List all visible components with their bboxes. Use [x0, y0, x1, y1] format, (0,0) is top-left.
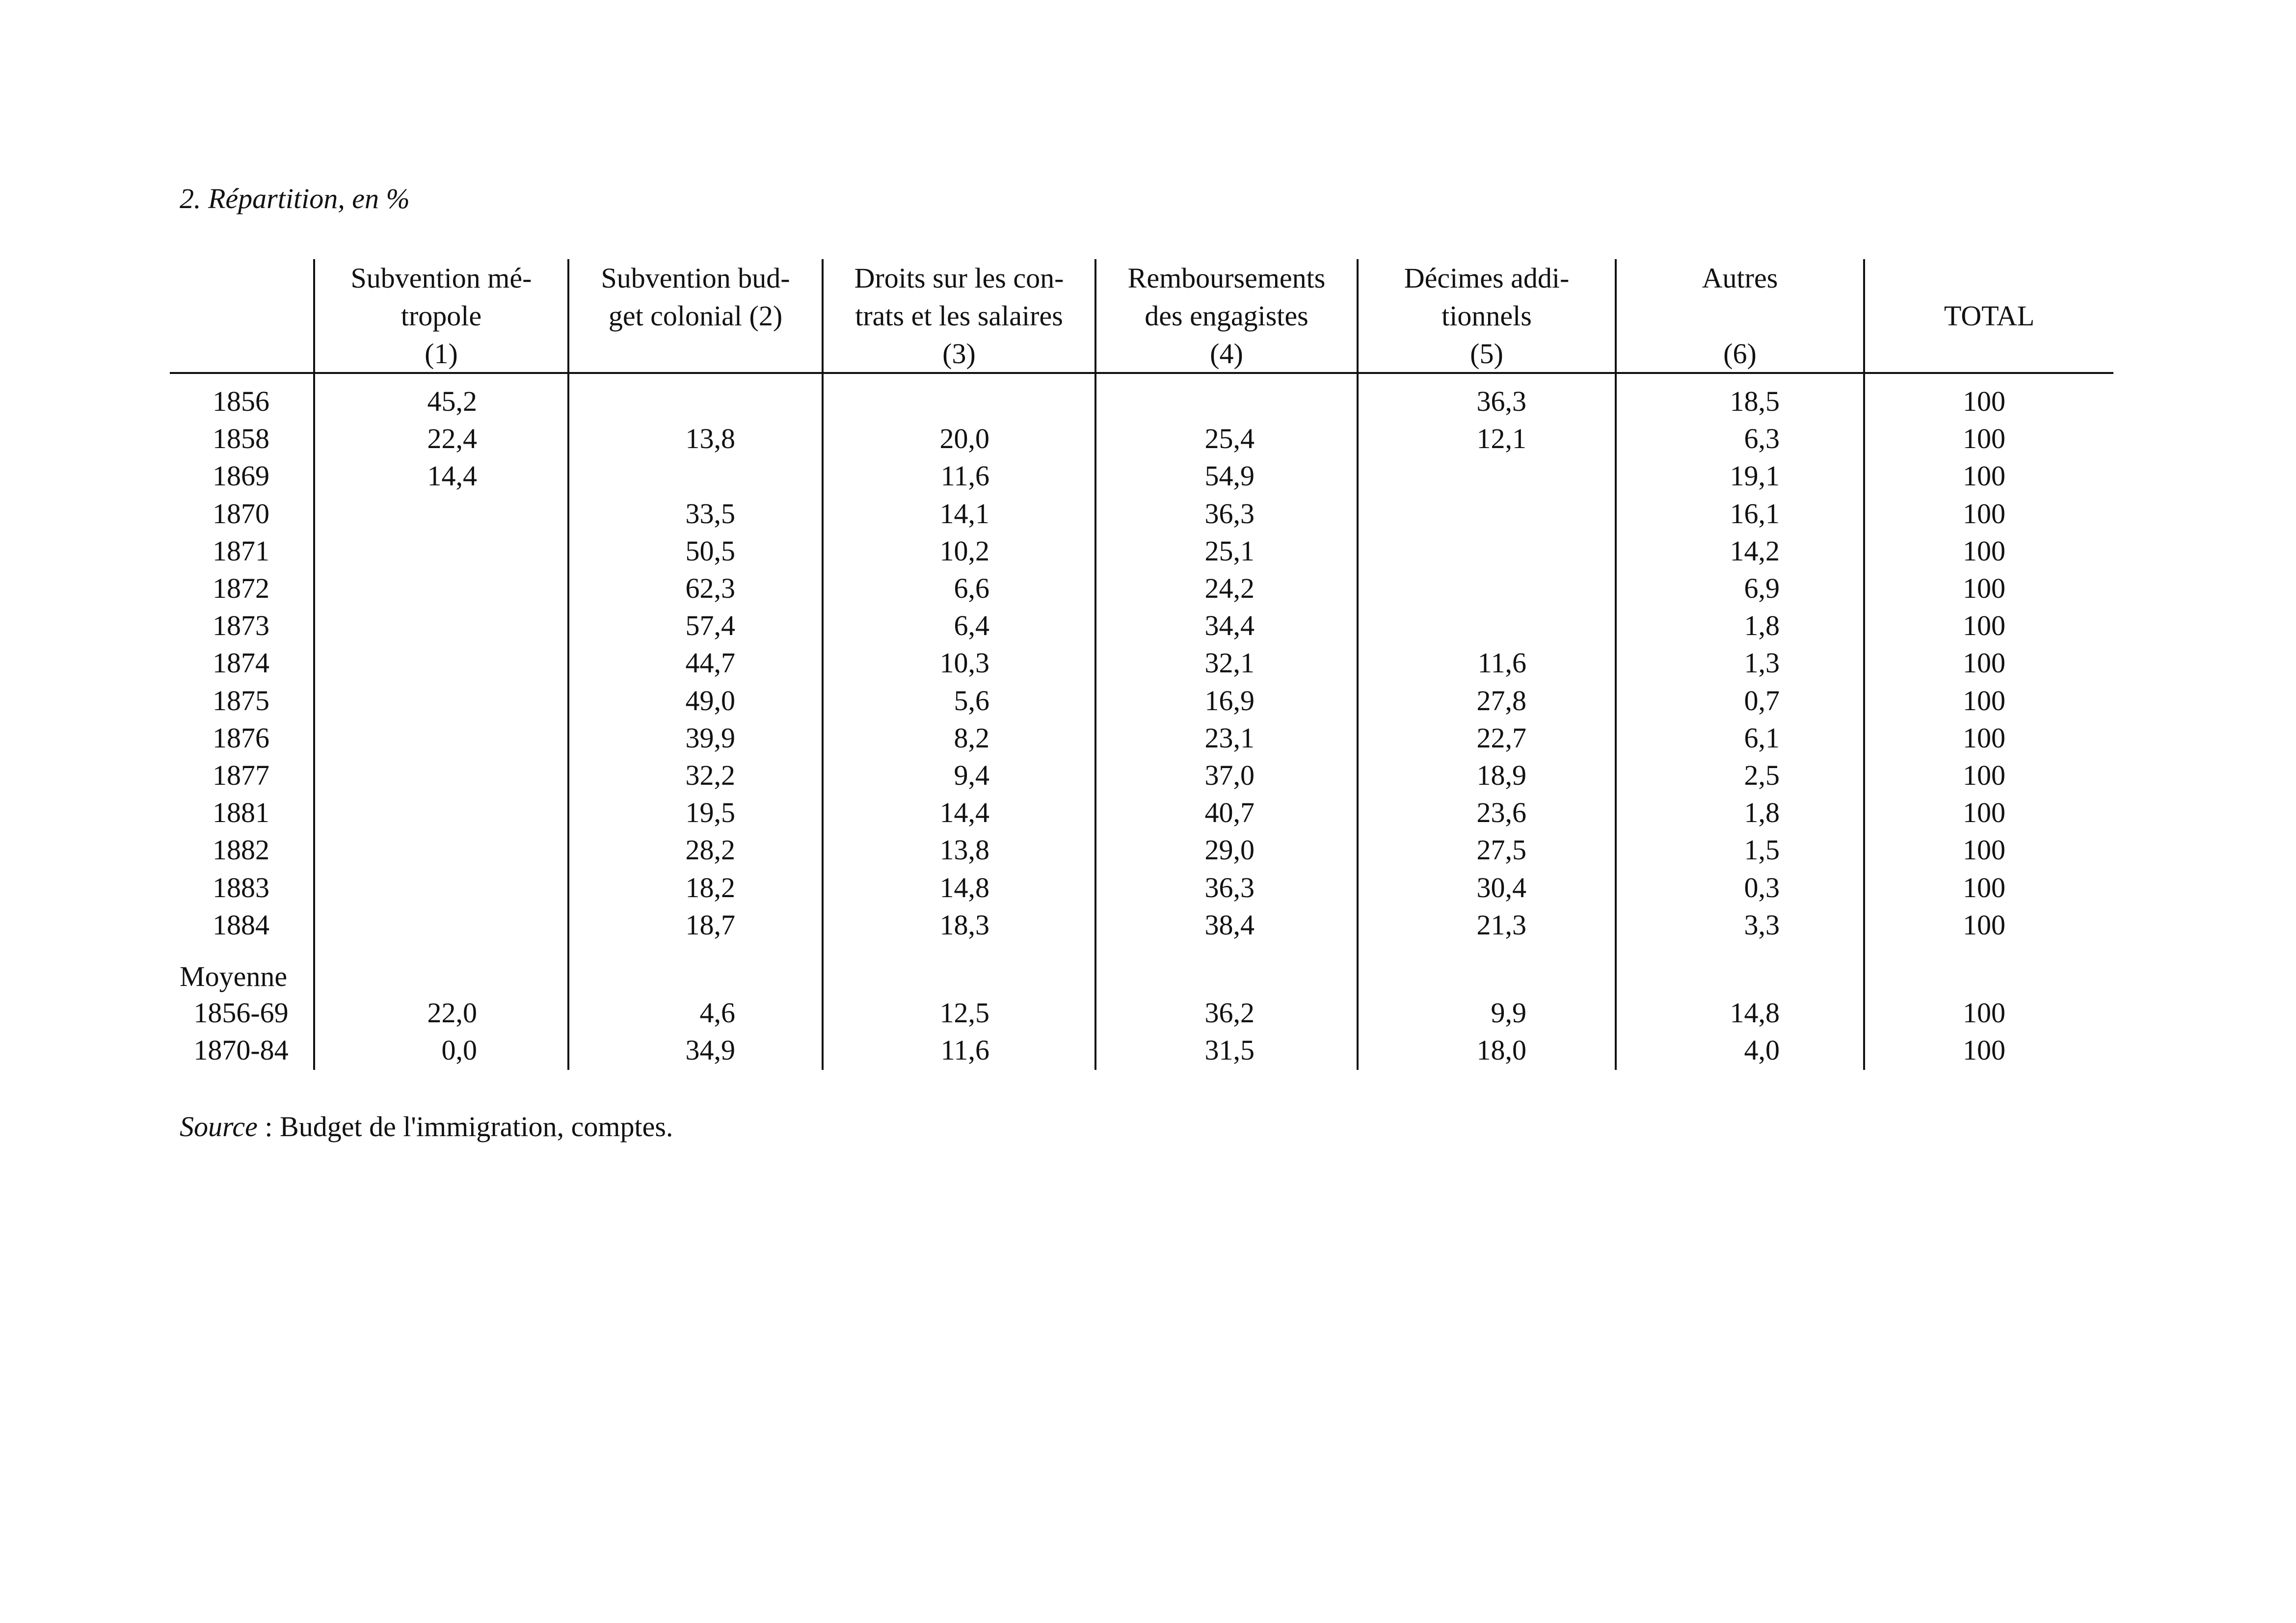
- header-total: TOTAL: [1944, 300, 2035, 332]
- cell-c7: 100: [1963, 684, 2005, 717]
- cell-c1: 0,0: [441, 1034, 477, 1066]
- table-row: [0, 906, 2296, 944]
- cell-c7: 100: [1963, 497, 2005, 530]
- cell-c6: 0,7: [1744, 684, 1780, 717]
- cell-c6: 4,0: [1744, 1034, 1780, 1066]
- cell-c6: 6,9: [1744, 572, 1780, 604]
- cell-c3: 10,2: [939, 534, 989, 567]
- cell-c2: 33,5: [685, 497, 735, 530]
- row-year: 1869: [213, 460, 269, 492]
- cell-c4: 34,4: [1204, 610, 1255, 642]
- cell-c3: 10,3: [939, 647, 989, 679]
- cell-c3: 11,6: [940, 460, 989, 492]
- table-row: [0, 607, 2296, 644]
- cell-c3: 12,5: [939, 997, 989, 1029]
- cell-c7: 100: [1963, 908, 2005, 941]
- table-row: [0, 831, 2296, 869]
- row-year: 1881: [213, 797, 269, 829]
- cell-c5: 18,9: [1476, 759, 1526, 791]
- cell-c2: 13,8: [685, 423, 735, 455]
- table-row: [0, 869, 2296, 906]
- cell-c3: 13,8: [939, 834, 989, 866]
- cell-c4: 25,4: [1204, 423, 1255, 455]
- cell-c3: 5,6: [954, 684, 989, 717]
- row-year: 1882: [213, 834, 269, 866]
- cell-c3: 20,0: [939, 423, 989, 455]
- cell-c3: 18,3: [939, 908, 989, 941]
- cell-c2: 18,7: [685, 908, 735, 941]
- cell-c6: 14,8: [1730, 997, 1780, 1029]
- cell-c7: 100: [1963, 1034, 2005, 1066]
- cell-c2: 28,2: [685, 834, 735, 866]
- cell-c7: 100: [1963, 610, 2005, 642]
- cell-c6: 18,5: [1730, 385, 1780, 417]
- cell-c7: 100: [1963, 759, 2005, 791]
- table-row: [0, 570, 2296, 607]
- cell-c4: 24,2: [1204, 572, 1255, 604]
- cell-c5: 9,9: [1491, 997, 1526, 1029]
- cell-c4: 29,0: [1204, 834, 1255, 866]
- cell-c1: 22,0: [427, 997, 477, 1029]
- row-year: 1856: [213, 385, 269, 417]
- cell-c6: 1,3: [1744, 647, 1780, 679]
- cell-c3: 14,1: [939, 497, 989, 530]
- row-year: 1883: [213, 871, 269, 904]
- table-caption: 2. Répartition, en %: [180, 183, 410, 214]
- row-year: 1870-84: [193, 1034, 289, 1066]
- table-row: [0, 457, 2296, 495]
- cell-c3: 11,6: [940, 1034, 989, 1066]
- cell-c5: 27,5: [1476, 834, 1526, 866]
- cell-c4: 32,1: [1204, 647, 1255, 679]
- table-row: [0, 719, 2296, 757]
- cell-c6: 16,1: [1730, 497, 1780, 530]
- cell-c4: 36,3: [1204, 497, 1255, 530]
- cell-c4: 25,1: [1204, 534, 1255, 567]
- cell-c2: 57,4: [685, 610, 735, 642]
- table-row: [0, 495, 2296, 532]
- cell-c4: 37,0: [1204, 759, 1255, 791]
- cell-c4: 40,7: [1204, 797, 1255, 829]
- row-year: 1874: [213, 647, 269, 679]
- table-row: [0, 644, 2296, 682]
- cell-c4: 36,3: [1204, 871, 1255, 904]
- cell-c7: 100: [1963, 834, 2005, 866]
- row-year: 1856-69: [193, 997, 289, 1029]
- row-year: 1876: [213, 721, 269, 754]
- row-year: 1872: [213, 572, 269, 604]
- cell-c6: 19,1: [1730, 460, 1780, 492]
- cell-c7: 100: [1963, 534, 2005, 567]
- header-subvention-budget-colonial: Subvention bud- get colonial (2): [601, 262, 790, 332]
- cell-c5: 27,8: [1476, 684, 1526, 717]
- cell-c2: 62,3: [685, 572, 735, 604]
- header-subvention-metropole: Subvention mé- tropole (1): [350, 262, 532, 370]
- cell-c2: 44,7: [685, 647, 735, 679]
- cell-c5: 12,1: [1476, 423, 1526, 455]
- table-row: [0, 383, 2296, 420]
- cell-c3: 14,8: [939, 871, 989, 904]
- header-rule: [170, 372, 2113, 374]
- cell-c3: 6,4: [954, 610, 989, 642]
- cell-c5: 18,0: [1476, 1034, 1526, 1066]
- cell-c2: 34,9: [685, 1034, 735, 1066]
- cell-c6: 6,3: [1744, 423, 1780, 455]
- cell-c2: 50,5: [685, 534, 735, 567]
- cell-c5: 11,6: [1477, 647, 1526, 679]
- cell-c3: 6,6: [954, 572, 989, 604]
- cell-c5: 22,7: [1476, 721, 1526, 754]
- row-year: 1871: [213, 534, 269, 567]
- cell-c5: 36,3: [1476, 385, 1526, 417]
- cell-c2: 4,6: [699, 997, 735, 1029]
- row-year: 1884: [213, 908, 269, 941]
- cell-c2: 39,9: [685, 721, 735, 754]
- cell-c1: 45,2: [427, 385, 477, 417]
- cell-c3: 14,4: [939, 797, 989, 829]
- average-group-label: Moyenne: [180, 960, 288, 992]
- table-row: [0, 532, 2296, 570]
- table-row: [0, 794, 2296, 831]
- cell-c4: 16,9: [1204, 684, 1255, 717]
- header-autres: Autres (6): [1702, 262, 1778, 370]
- cell-c3: 9,4: [954, 759, 989, 791]
- cell-c6: 2,5: [1744, 759, 1780, 791]
- cell-c6: 0,3: [1744, 871, 1780, 904]
- cell-c2: 19,5: [685, 797, 735, 829]
- cell-c6: 1,5: [1744, 834, 1780, 866]
- cell-c7: 100: [1963, 871, 2005, 904]
- source-note: Source : Budget de l'immigration, comptes.: [180, 1111, 673, 1143]
- cell-c2: 49,0: [685, 684, 735, 717]
- cell-c4: 23,1: [1204, 721, 1255, 754]
- cell-c6: 1,8: [1744, 610, 1780, 642]
- cell-c7: 100: [1963, 572, 2005, 604]
- table-row: [0, 757, 2296, 794]
- header-remboursements-engagistes: Remboursements des engagistes (4): [1127, 262, 1326, 370]
- cell-c2: 32,2: [685, 759, 735, 791]
- table-row: [0, 682, 2296, 719]
- cell-c7: 100: [1963, 460, 2005, 492]
- row-year: 1870: [213, 497, 269, 530]
- cell-c5: 30,4: [1476, 871, 1526, 904]
- row-year: 1858: [213, 423, 269, 455]
- cell-c7: 100: [1963, 721, 2005, 754]
- cell-c4: 38,4: [1204, 908, 1255, 941]
- table-row: [0, 1032, 2296, 1069]
- cell-c7: 100: [1963, 423, 2005, 455]
- cell-c4: 36,2: [1204, 997, 1255, 1029]
- header-decimes-additionnels: Décimes addi- tionnels (5): [1404, 262, 1570, 370]
- cell-c5: 23,6: [1476, 797, 1526, 829]
- cell-c1: 14,4: [427, 460, 477, 492]
- cell-c6: 14,2: [1730, 534, 1780, 567]
- cell-c7: 100: [1963, 797, 2005, 829]
- row-year: 1873: [213, 610, 269, 642]
- table-row: [0, 420, 2296, 457]
- table-row: [0, 994, 2296, 1032]
- cell-c7: 100: [1963, 647, 2005, 679]
- cell-c7: 100: [1963, 997, 2005, 1029]
- cell-c7: 100: [1963, 385, 2005, 417]
- cell-c3: 8,2: [954, 721, 989, 754]
- cell-c5: 21,3: [1476, 908, 1526, 941]
- cell-c4: 54,9: [1204, 460, 1255, 492]
- cell-c6: 6,1: [1744, 721, 1780, 754]
- cell-c2: 18,2: [685, 871, 735, 904]
- row-year: 1877: [213, 759, 269, 791]
- cell-c1: 22,4: [427, 423, 477, 455]
- cell-c6: 1,8: [1744, 797, 1780, 829]
- cell-c4: 31,5: [1204, 1034, 1255, 1066]
- cell-c6: 3,3: [1744, 908, 1780, 941]
- header-droits-contrats-salaires: Droits sur les con- trats et les salaires (3): [854, 262, 1064, 370]
- row-year: 1875: [213, 684, 269, 717]
